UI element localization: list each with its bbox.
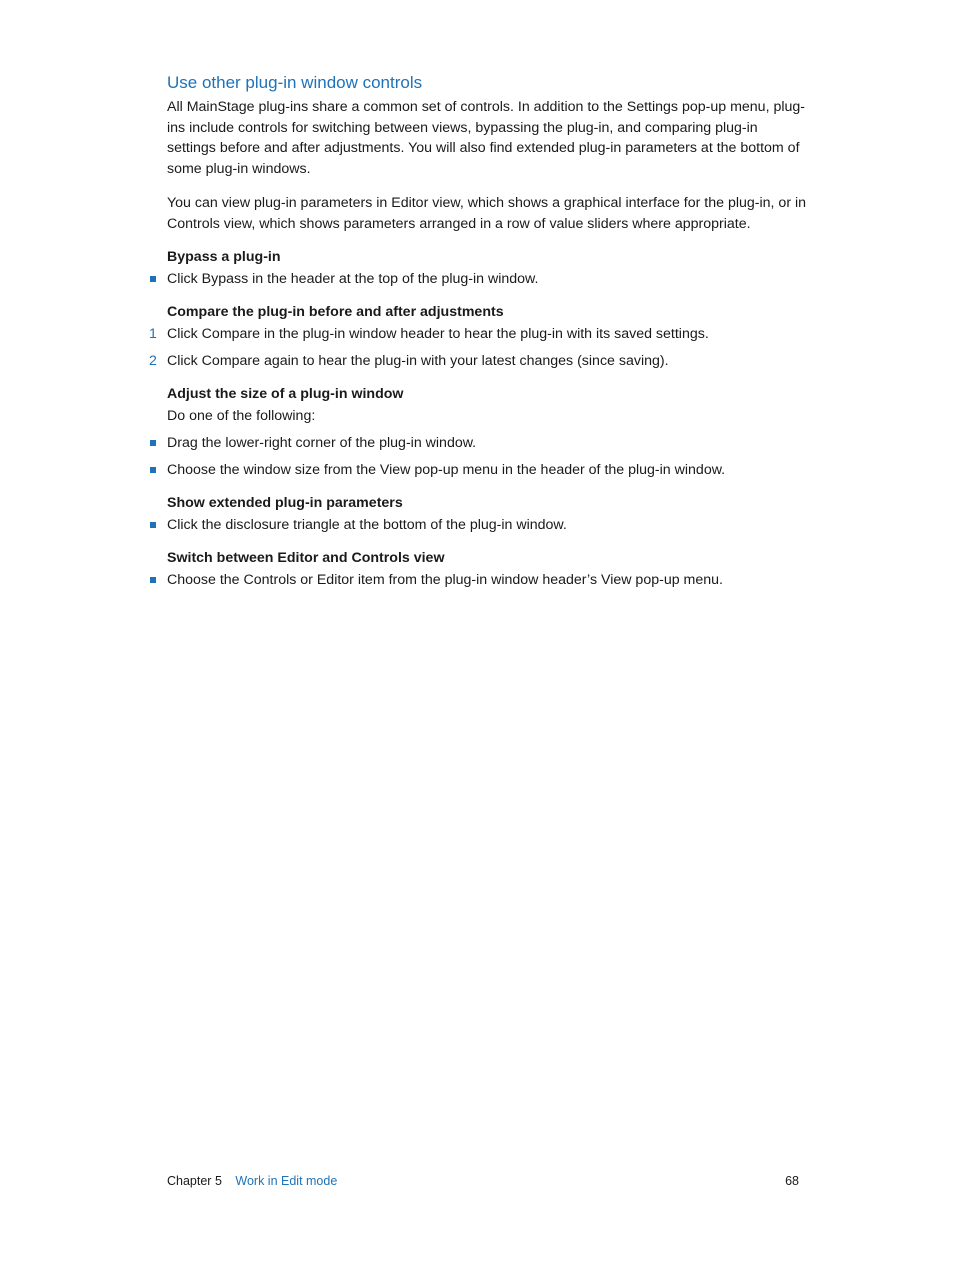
task-heading-bypass: Bypass a plug-in <box>167 249 281 266</box>
list-item-text: Click Bypass in the header at the top of the plug-in window. <box>167 271 539 288</box>
task-heading-extended: Show extended plug-in parameters <box>167 495 403 512</box>
bypass-list <box>167 269 807 289</box>
views-paragraph: You can view plug-in parameters in Editor view, which shows a graphical interface for the plug-in, or in Controls view, which shows parameters arranged in a row of value sliders where appropriate. <box>167 194 807 232</box>
page-footer <box>167 1172 799 1190</box>
bullet-icon <box>150 467 156 473</box>
list-item <box>167 433 807 453</box>
step-text: Click Compare in the plug-in window header to hear the plug-in with its saved settings. <box>167 326 709 343</box>
section-title: Use other plug-in window controls <box>167 73 423 92</box>
bullet-icon <box>150 440 156 446</box>
resize-list <box>167 433 807 480</box>
task-heading-resize: Adjust the size of a plug-in window <box>167 386 404 403</box>
list-item-text: Drag the lower-right corner of the plug-in window. <box>167 435 477 452</box>
footer-chapter: Chapter 5 <box>167 1174 222 1188</box>
page-number: 68 <box>785 1174 799 1188</box>
step-text: Click Compare again to hear the plug-in with your latest changes (since saving). <box>167 353 669 370</box>
bullet-icon <box>150 522 156 528</box>
step-number: 2 <box>149 353 157 370</box>
intro-paragraph: All MainStage plug-ins share a common set of controls. In addition to the Settings pop-up menu, plug-ins include controls for switching between views, bypassing the plug-in, and comparing plug-in settings before and after adjustments. You will also find extended plug-in parameters at the bottom of some plug-in windows. <box>167 99 806 178</box>
task-heading-compare: Compare the plug-in before and after adjustments <box>167 304 504 321</box>
bullet-icon <box>150 276 156 282</box>
footer-chapter-link[interactable]: Work in Edit mode <box>235 1174 338 1188</box>
list-item <box>167 269 807 289</box>
compare-steps <box>149 324 807 371</box>
resize-intro: Do one of the following: <box>167 408 316 425</box>
list-item <box>167 460 807 480</box>
switch-view-list <box>167 570 807 590</box>
list-item <box>167 570 807 590</box>
list-item-text: Choose the window size from the View pop-up menu in the header of the plug-in window. <box>167 462 726 479</box>
bullet-icon <box>150 577 156 583</box>
extended-list <box>167 515 807 535</box>
step-item <box>149 324 807 344</box>
step-number: 1 <box>149 326 157 343</box>
task-heading-switch-view: Switch between Editor and Controls view <box>167 550 445 567</box>
page-content <box>149 72 807 603</box>
list-item <box>167 515 807 535</box>
list-item-text: Choose the Controls or Editor item from the plug-in window header’s View pop-up menu. <box>167 572 723 589</box>
step-item <box>149 351 807 371</box>
list-item-text: Click the disclosure triangle at the bottom of the plug-in window. <box>167 517 567 534</box>
